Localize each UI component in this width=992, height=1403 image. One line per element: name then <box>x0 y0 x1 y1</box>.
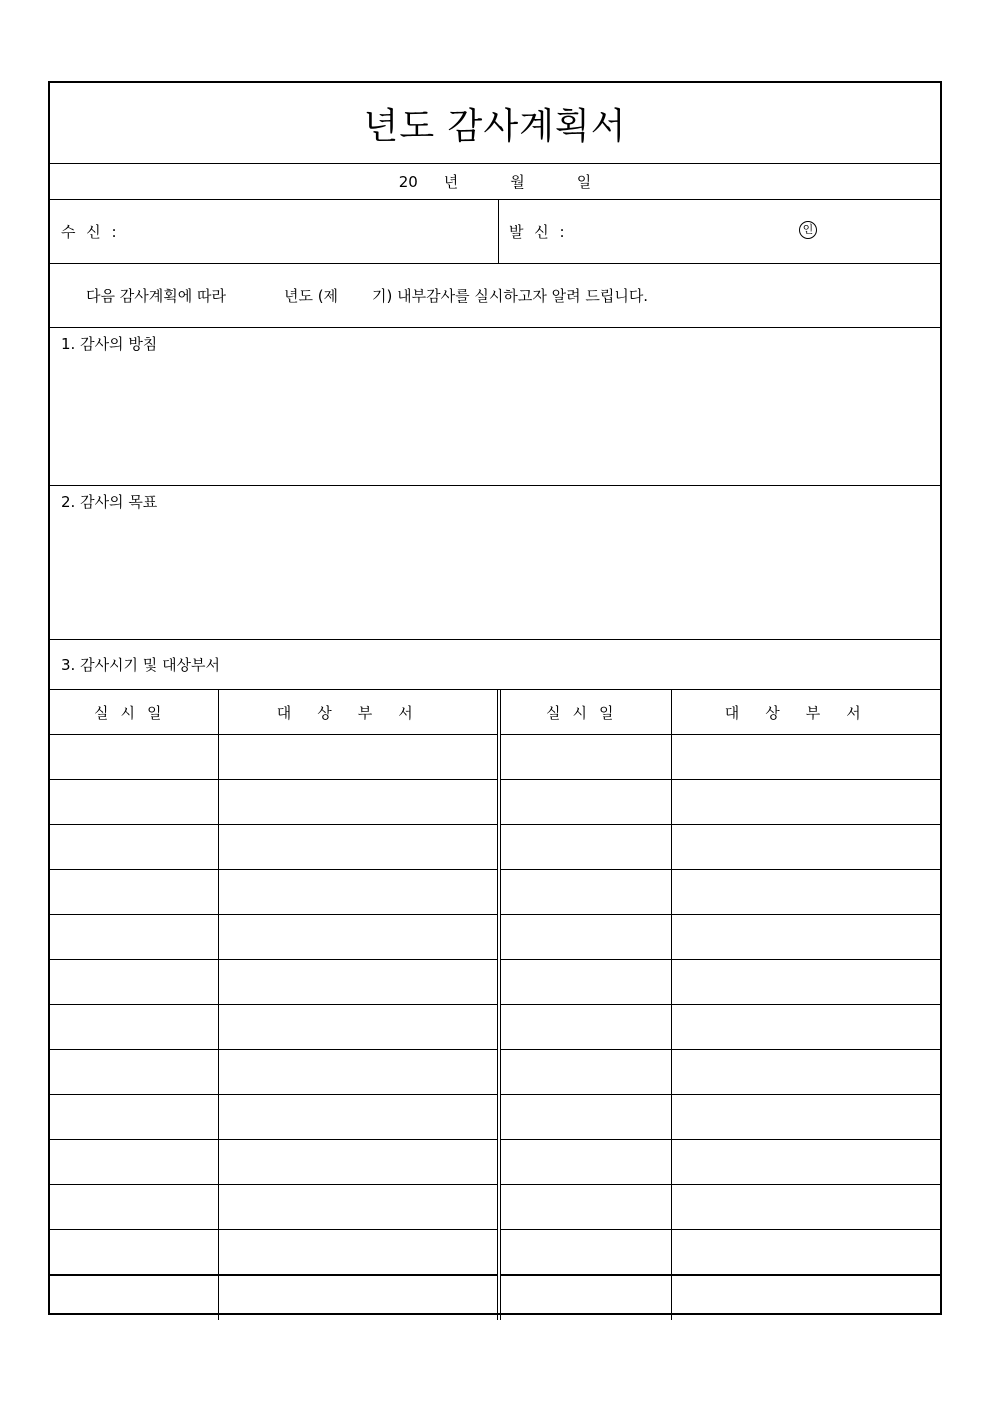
table-row <box>50 1005 940 1050</box>
cell-date[interactable] <box>50 1095 218 1140</box>
date-day: 일 <box>576 173 592 191</box>
cell-date[interactable] <box>50 1005 218 1050</box>
header-date-2: 실시일 <box>499 690 671 735</box>
cell-dept[interactable] <box>218 870 499 915</box>
cell-dept[interactable] <box>671 1095 940 1140</box>
parties-row <box>50 200 940 264</box>
cell-dept[interactable] <box>218 1185 499 1230</box>
cell-date[interactable] <box>50 915 218 960</box>
section-goal-label: 2. 감사의 목표 <box>61 493 158 511</box>
cell-dept[interactable] <box>218 735 499 780</box>
cell-date[interactable] <box>50 1050 218 1095</box>
section-policy-label: 1. 감사의 방침 <box>61 335 158 353</box>
cell-date[interactable] <box>50 1140 218 1185</box>
table-row <box>50 825 940 870</box>
date-year-prefix: 20 <box>398 172 418 191</box>
sender-label: 발 신 : <box>509 223 568 241</box>
date-line <box>50 164 940 200</box>
cell-date[interactable] <box>499 960 671 1005</box>
table-row <box>50 870 940 915</box>
table-row <box>50 1230 940 1276</box>
cell-dept[interactable] <box>671 735 940 780</box>
cell-dept[interactable] <box>218 1230 499 1276</box>
cell-date[interactable] <box>50 1275 218 1320</box>
notice-part3: 기) 내부감사를 실시하고자 알려 드립니다. <box>372 287 649 305</box>
cell-dept[interactable] <box>218 1095 499 1140</box>
cell-dept[interactable] <box>218 960 499 1005</box>
audit-plan-form <box>48 81 942 1315</box>
table-row <box>50 1050 940 1095</box>
table-row <box>50 1275 940 1320</box>
table-row <box>50 1140 940 1185</box>
date-month: 월 <box>510 173 525 191</box>
cell-date[interactable] <box>50 735 218 780</box>
cell-date[interactable] <box>499 1275 671 1320</box>
schedule-table <box>50 689 940 1320</box>
table-row <box>50 1185 940 1230</box>
cell-date[interactable] <box>499 1095 671 1140</box>
cell-dept[interactable] <box>671 825 940 870</box>
cell-dept[interactable] <box>671 870 940 915</box>
cell-dept[interactable] <box>218 915 499 960</box>
table-row <box>50 780 940 825</box>
cell-date[interactable] <box>499 915 671 960</box>
cell-date[interactable] <box>499 870 671 915</box>
cell-date[interactable] <box>50 780 218 825</box>
table-row <box>50 1095 940 1140</box>
section-goal[interactable] <box>50 486 940 640</box>
cell-dept[interactable] <box>671 780 940 825</box>
cell-dept[interactable] <box>671 1140 940 1185</box>
seal-icon: 인 <box>799 221 817 239</box>
cell-dept[interactable] <box>218 780 499 825</box>
table-row <box>50 960 940 1005</box>
sender-field[interactable] <box>499 200 940 263</box>
cell-dept[interactable] <box>218 1140 499 1185</box>
cell-date[interactable] <box>50 960 218 1005</box>
cell-dept[interactable] <box>671 960 940 1005</box>
cell-dept[interactable] <box>671 1230 940 1276</box>
cell-date[interactable] <box>50 870 218 915</box>
cell-dept[interactable] <box>218 1050 499 1095</box>
cell-date[interactable] <box>50 825 218 870</box>
cell-dept[interactable] <box>218 1275 499 1320</box>
cell-dept[interactable] <box>218 1005 499 1050</box>
table-header-row <box>50 690 940 735</box>
cell-dept[interactable] <box>671 1185 940 1230</box>
cell-dept[interactable] <box>671 1050 940 1095</box>
cell-date[interactable] <box>499 1140 671 1185</box>
page-title: 년도 감사계획서 <box>50 83 940 164</box>
notice-text <box>50 264 940 328</box>
table-row <box>50 735 940 780</box>
header-date-1: 실시일 <box>50 690 218 735</box>
header-dept-1: 대상부서 <box>218 690 499 735</box>
cell-dept[interactable] <box>671 1275 940 1320</box>
section-schedule-label: 3. 감사시기 및 대상부서 <box>61 656 221 674</box>
cell-date[interactable] <box>50 1230 218 1276</box>
header-dept-2: 대상부서 <box>671 690 940 735</box>
cell-dept[interactable] <box>671 1005 940 1050</box>
section-policy[interactable] <box>50 328 940 486</box>
cell-date[interactable] <box>499 1005 671 1050</box>
cell-dept[interactable] <box>671 915 940 960</box>
recipient-field[interactable] <box>50 200 499 263</box>
notice-part2: 년도 (제 <box>283 287 339 305</box>
cell-date[interactable] <box>499 1185 671 1230</box>
cell-date[interactable] <box>499 1230 671 1276</box>
cell-date[interactable] <box>499 1050 671 1095</box>
notice-part1: 다음 감사계획에 따라 <box>86 287 226 305</box>
cell-date[interactable] <box>499 780 671 825</box>
section-schedule <box>50 640 940 690</box>
recipient-label: 수 신 : <box>61 223 120 241</box>
cell-dept[interactable] <box>218 825 499 870</box>
cell-date[interactable] <box>50 1185 218 1230</box>
date-year: 년 <box>443 173 459 191</box>
table-row <box>50 915 940 960</box>
cell-date[interactable] <box>499 735 671 780</box>
cell-date[interactable] <box>499 825 671 870</box>
